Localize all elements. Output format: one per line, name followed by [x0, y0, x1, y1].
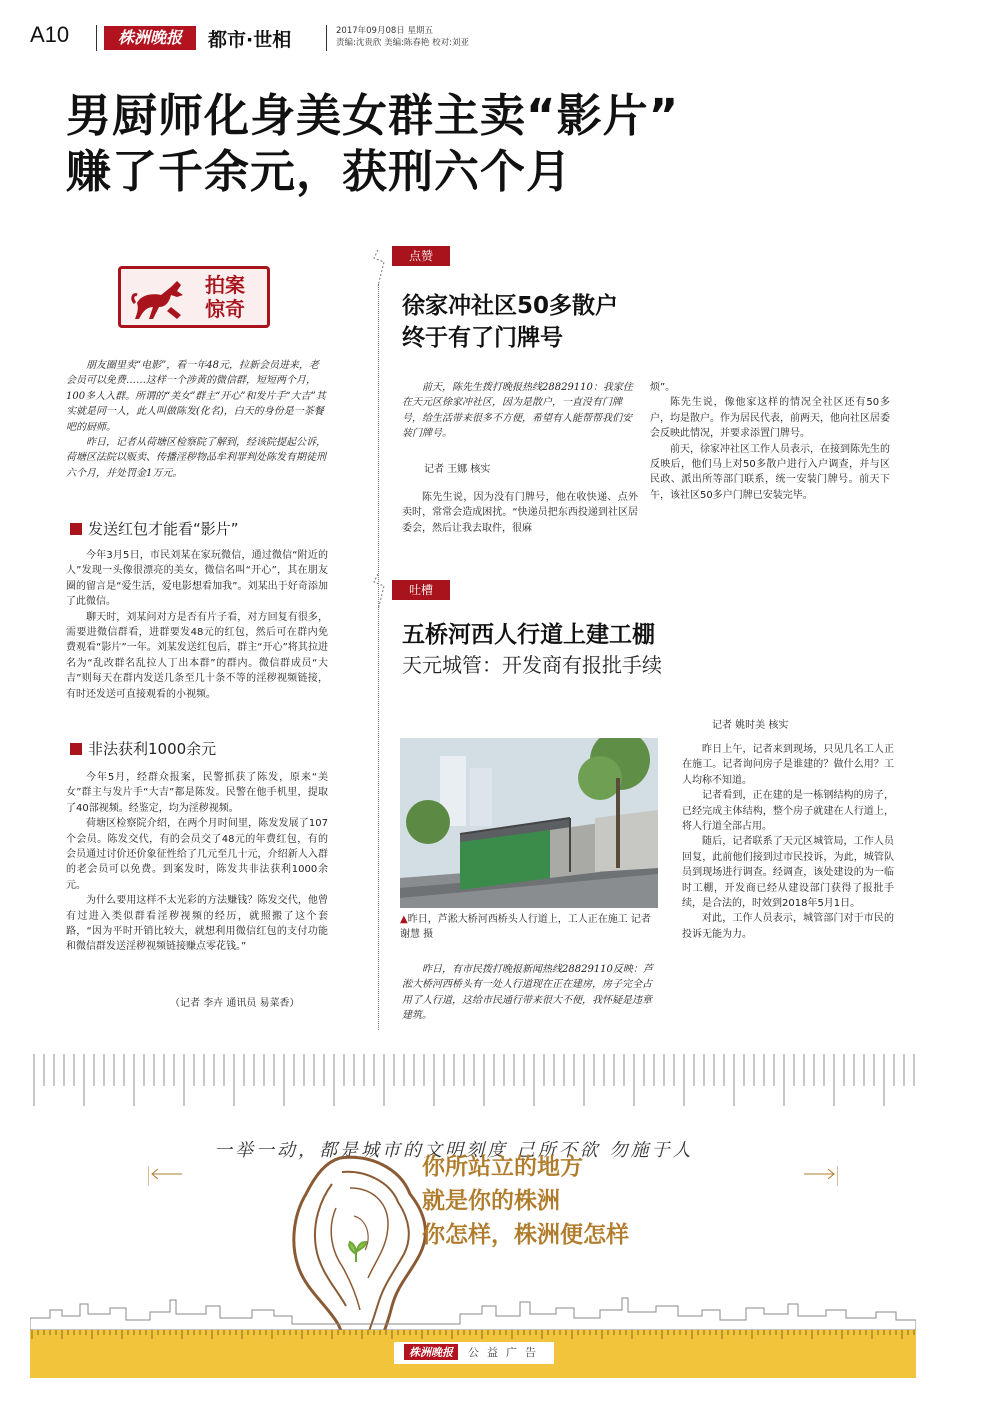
paragraph: 随后，记者联系了天元区城管局，工作人员回复，此前他们接到过市民投诉，为此，城管队员到现场进行调查。经调查，该处建设的为一临时工棚，开发商已经从建设部门获得了报批手续，是合法的，时效到2018年5月1日。 — [682, 836, 894, 910]
footer-logo: 株洲晚报 — [404, 1344, 458, 1360]
band-ticks-graphic — [30, 1330, 916, 1340]
subhead-text: 非法获利1000余元 — [88, 740, 217, 758]
article2-lead — [402, 962, 658, 1024]
paragraph: 昨日上午，记者来到现场，只见几名工人正在施工。记者询问房子是谁建的？做什么用？工人均称不知道。 — [682, 744, 894, 786]
column-divider — [378, 284, 379, 1030]
article1-body-col2 — [650, 380, 890, 503]
paragraph: 今年3月5日，市民刘某在家玩微信，通过微信“附近的人”发现一头像很漂亮的美女，微信名叫“开心”，其在朋友圈的留言是“爱生活，爱电影想看加我”。刘某出于好奇添加了此微信。 — [66, 550, 328, 608]
paragraph: 对此，工作人员表示，城管部门对于市民的投诉无能为力。 — [682, 913, 894, 940]
square-bullet-icon — [70, 523, 82, 535]
paragraph: 昨日，有市民拨打晚报新闻热线28829110反映：芦淞大桥河西桥头有一处人行道现在正在建房，房子完全占用了人行道，这给市民通行带来很大不便，我怀疑是违章建筑。 — [402, 964, 653, 1022]
article1-reporter: 记者 王娜 核实 — [424, 464, 491, 475]
article1-lead — [402, 380, 638, 442]
article1-title — [402, 290, 902, 354]
left-byline: （记者 李卉 通讯员 易菜香） — [170, 998, 300, 1009]
article1-body — [402, 490, 638, 536]
ad-slogan — [422, 1150, 722, 1252]
ruler-graphic — [30, 1054, 916, 1140]
section-name: 都市·世相 — [208, 29, 292, 51]
triangle-marker-icon: ▲ — [400, 914, 408, 925]
paragraph: 陈先生说，因为没有门牌号，他在收快递、点外卖时，常常会造成困扰。“快递员把东西投递到社区居委会，然后让我去取件，很麻 — [402, 492, 638, 534]
subhead-red-packet — [70, 518, 239, 539]
paragraph: 今年5月，经群众报案，民警抓获了陈发，原来“美女”群主与发片手“大吉”都是陈发。民警在他手机里，提取了40部视频。经鉴定，均为淫秽视频。 — [66, 772, 328, 814]
tag-complaint: 吐槽 — [392, 580, 450, 600]
article2-subtitle: 天元城管：开发商有报批手续 — [402, 653, 662, 677]
main-headline — [66, 88, 946, 200]
news-photo — [400, 738, 658, 908]
square-bullet-icon — [70, 743, 82, 755]
article1-title-line-1: 徐家冲社区50多散户 — [402, 293, 619, 319]
paragraph: 记者看到，正在建的是一栋钢结构的房子，已经完成主体结构，整个房子就建在人行道上，将人行道全部占用。 — [682, 790, 894, 833]
divider-zigzag — [372, 574, 388, 610]
article2-body — [682, 742, 894, 942]
paragraph: 荷塘区检察院介绍，在两个月时间里，陈发发展了107个会员。陈发交代，有的会员交了48元的年费红包，有的会员通过讨价还价象征性给了几元至几十元，介绍新人入群的老会员可以免费。到案发时，陈发共非法获利1000余元。 — [66, 818, 328, 891]
editor-credits: 责编:沈贵欣 美编:陈春艳 校对:刘亚 — [336, 38, 469, 48]
masthead-divider — [326, 25, 327, 51]
paragraph: 前天，徐家冲社区工作人员表示，在接到陈先生的反映后，他们马上对50多散户进行入户调查，并与区民政、派出所等部门联系，统一安装门牌号。前天下午，该社区50多户门牌已安装完毕。 — [650, 443, 890, 501]
stamp-text — [205, 273, 269, 321]
divider-zigzag — [372, 250, 388, 286]
paragraph: 昨日，记者从荷塘区检察院了解到，经该院提起公诉，荷塘区法院以贩卖、传播淫秽物品牟利罪判处陈发有期徒刑六个月，并处罚金1万元。 — [66, 437, 326, 479]
stamp-text-line-1: 拍案 — [205, 273, 245, 297]
left-body-2 — [66, 770, 328, 955]
paragraph: 陈先生说，像他家这样的情况全社区还有50多户，均是散户。作为居民代表，前两天，他向社区居委会反映此情况，并要求添置门牌号。 — [650, 397, 890, 440]
newspaper-logo: 株洲晚报 — [104, 26, 196, 50]
ad-slogan-line-2: 就是你的株洲 — [422, 1187, 560, 1214]
masthead-divider — [96, 25, 97, 51]
paragraph: 聊天时，刘某问对方是否有片子看，对方回复有很多，需要进微信群看，进群要发48元的红包，然后可在群内免费观看“影片”一年。刘某发送红包后，群主“开心”将其拉进名为“乱改群名乱拉人丁出本群”的群内。微信群成员“大吉”则每天在群内发送几条至几十条不等的淫秽视频链接，有时还发送可直接观看的小视频。 — [66, 611, 328, 700]
issue-date: 2017年09月08日 星期五 — [336, 26, 433, 36]
ad-slogan-line-3: 你怎样，株洲便怎样 — [422, 1221, 629, 1248]
article1-title-line-2: 终于有了门牌号 — [402, 325, 563, 351]
article2-title: 五桥河西人行道上建工棚 — [402, 622, 655, 648]
ad-slogan-line-1: 你所站立的地方 — [422, 1153, 583, 1180]
page-number: A10 — [30, 22, 70, 47]
ad-footer-band — [30, 1330, 916, 1378]
caption-text: 昨日，芦淞大桥河西桥头人行道上，工人正在施工 记者 谢慧 摄 — [400, 914, 651, 940]
paragraph: 为什么要用这样不太光彩的方法赚钱？陈发交代，他曾有过进入类似群看淫秽视频的经历，就照搬了这个套路，“因为平时开销比较大，就想利用微信红包的支付功能和微信群发送淫秽视频链接赚点零花钱。” — [66, 895, 328, 953]
paragraph: 烦”。 — [650, 382, 676, 393]
public-service-ad — [30, 1054, 916, 1378]
subhead-illegal-gain — [70, 738, 216, 759]
article2-reporter: 记者 姚时美 核实 — [712, 720, 789, 731]
subhead-text: 发送红包才能看“影片” — [88, 520, 239, 538]
headline-line-1: 男厨师化身美女群主卖“影片” — [66, 89, 680, 142]
ad-motto: 一举一动，都是城市的文明刻度 己所不欲 勿施于人 — [214, 1140, 694, 1161]
tag-praise: 点赞 — [392, 246, 450, 266]
horse-icon — [131, 273, 195, 325]
left-body-1 — [66, 548, 328, 702]
ad-footer-label — [394, 1342, 554, 1364]
paragraph: 朋友圈里卖“电影”，看一年48元，拉新会员进来，老会员可以免费……这样一个涉黄的微信群，短短两个月，100多人入群。所谓的“美女”群主“开心”和发片手“大吉”其实就是同一人，此人叫做陈发(化名)，白天的身份是一茶餐吧的厨师。 — [66, 360, 326, 433]
stamp-text-line-2: 惊奇 — [205, 297, 245, 321]
left-intro — [66, 358, 328, 481]
headline-line-2: 赚了千余元，获刑六个月 — [66, 145, 573, 198]
paragraph: 前天，陈先生拨打晚报热线28829110：我家住在天元区徐家冲社区，因为是散户，一直没有门牌号，给生活带来很多不方便，希望有人能帮帮我们安装门牌号。 — [402, 382, 633, 440]
city-skyline-graphic — [30, 1280, 916, 1330]
footer-label-text: 公益广告 — [468, 1346, 544, 1359]
column-stamp — [118, 266, 270, 328]
photo-caption — [400, 912, 662, 942]
